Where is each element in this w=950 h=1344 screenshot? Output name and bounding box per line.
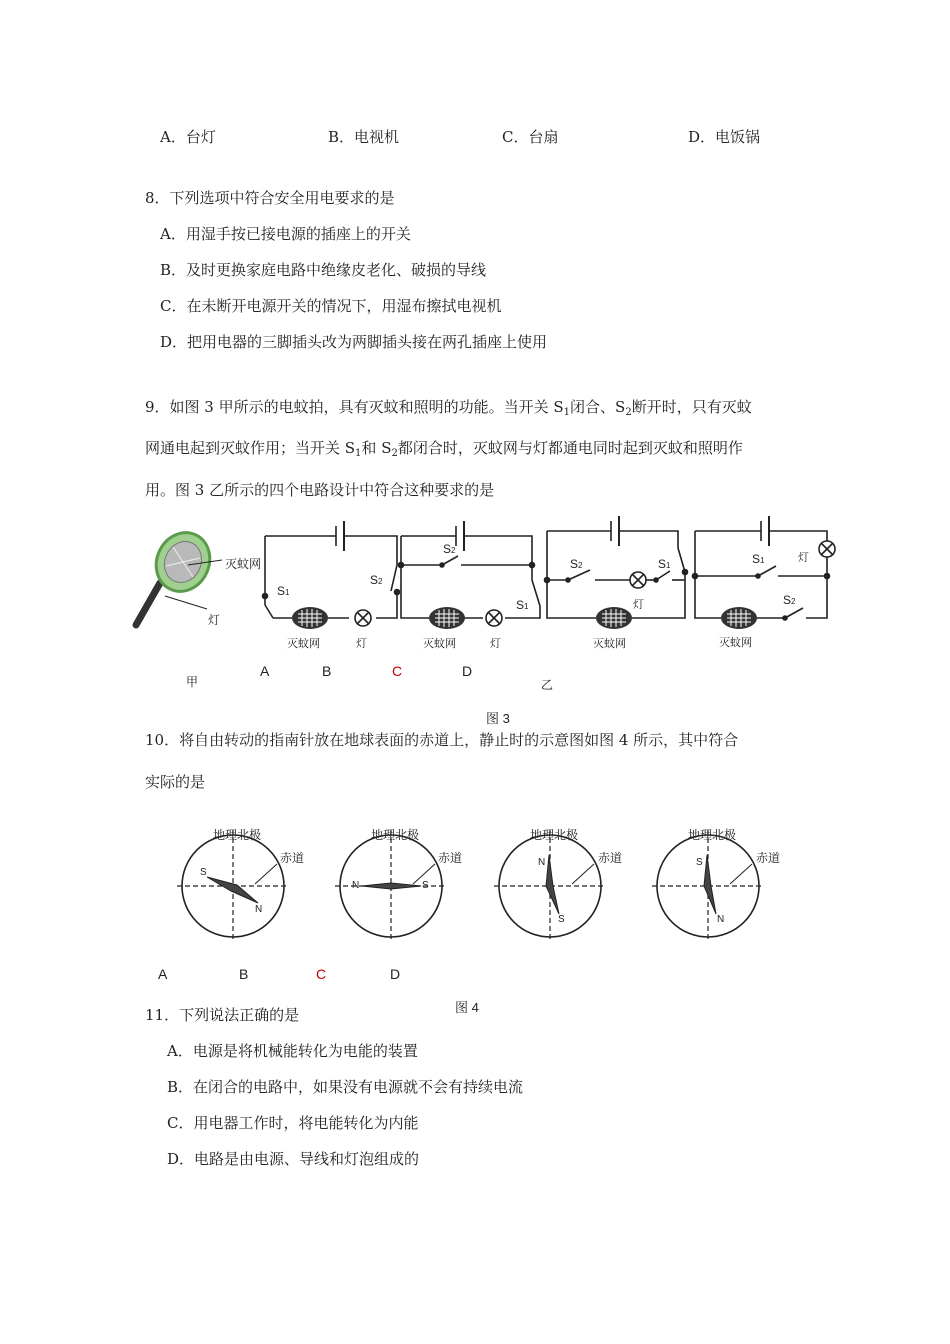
compass-b-n-label: N <box>352 880 360 891</box>
q11-option-d: D．电路是由电源、导线和灯泡组成的 <box>167 1150 420 1168</box>
q7-option-c: C．台扇 <box>502 128 559 146</box>
q8-option-b: B．及时更换家庭电路中绝缘皮老化、破损的导线 <box>160 261 487 279</box>
circuit-d-lamp-label: 灯 <box>798 552 809 564</box>
q11-option-c: C．用电器工作时，将电能转化为内能 <box>167 1114 419 1132</box>
circuit-a-net-label: 灭蚊网 <box>287 638 320 650</box>
compass-b-north-label: 地理北极 <box>371 828 420 842</box>
compass-c-s-label: S <box>558 914 565 925</box>
compass-c-equator-label: 赤道 <box>598 851 623 865</box>
circuit-a-s1-label: S1 <box>277 584 290 598</box>
q10-line-1: 10．将自由转动的指南针放在地球表面的赤道上，静止时的示意图如图 4 所示，其中符合 <box>145 731 739 749</box>
compass-d-s-label: S <box>696 857 703 868</box>
q11-stem: 11．下列说法正确的是 <box>145 1006 300 1024</box>
fig3-letter-c: C <box>392 663 403 679</box>
q9-line-3: 用。图 3 乙所示的四个电路设计中符合这种要求的是 <box>145 481 495 499</box>
circuit-b-lamp-label: 灯 <box>490 638 501 650</box>
q11-option-b: B．在闭合的电路中，如果没有电源就不会有持续电流 <box>167 1078 524 1096</box>
fig4-letter-b: B <box>239 966 249 982</box>
compass-d-north-label: 地理北极 <box>688 828 737 842</box>
circuit-c-s2-label: S2 <box>570 557 583 571</box>
compass-a <box>177 830 289 942</box>
circuit-c-s1-label: S1 <box>658 557 671 571</box>
fig4-caption: 图 4 <box>455 1000 479 1015</box>
circuit-c-net-label: 灭蚊网 <box>593 638 626 650</box>
compass-b-equator-label: 赤道 <box>438 851 463 865</box>
compass-c-n-label: N <box>538 857 546 868</box>
q7-option-d: D．电饭锅 <box>688 128 761 146</box>
circuit-d-s2-label: S2 <box>783 593 796 607</box>
compass-a-s-label: S <box>200 867 207 878</box>
fig3-letter-a: A <box>260 663 270 679</box>
fig3-letter-d: D <box>462 663 473 679</box>
mosquito-racket-icon <box>136 524 222 625</box>
q7-option-a: A．台灯 <box>160 128 216 146</box>
fig4-letter-d: D <box>390 966 401 982</box>
circuit-b-net-label: 灭蚊网 <box>423 638 456 650</box>
racket-net-label: 灭蚊网 <box>225 557 262 571</box>
circuit-a-lamp-label: 灯 <box>356 638 367 650</box>
compass-a-n-label: N <box>255 904 263 915</box>
compass-d <box>652 830 764 942</box>
compass-d-equator-label: 赤道 <box>756 851 781 865</box>
circuit-d <box>695 516 835 618</box>
fig3-caption: 图 3 <box>486 711 510 726</box>
figure-4-compasses <box>177 830 764 942</box>
q8-stem: 8．下列选项中符合安全用电要求的是 <box>145 189 395 207</box>
circuit-c-lamp-label: 灯 <box>633 599 644 611</box>
q8-option-d: D．把用电器的三脚插头改为两脚插头接在两孔插座上使用 <box>160 333 548 351</box>
compass-b-s-label: S <box>422 880 429 891</box>
label-jia: 甲 <box>186 675 199 689</box>
circuit-b-s2-label: S2 <box>443 542 456 556</box>
compass-c <box>494 830 606 942</box>
q9-line-1: 9．如图 3 甲所示的电蚊拍，具有灭蚊和照明的功能。当开关 $S_1$闭合、$S_2$断开时，只有灭蚊 <box>145 398 752 418</box>
compass-a-equator-label: 赤道 <box>280 851 305 865</box>
q7-option-b: B．电视机 <box>328 128 400 146</box>
circuit-d-s1-label: S1 <box>752 552 765 566</box>
compass-d-n-label: N <box>717 914 725 925</box>
compass-c-north-label: 地理北极 <box>530 828 579 842</box>
q10-line-2: 实际的是 <box>145 773 206 791</box>
label-yi: 乙 <box>541 678 554 692</box>
compass-a-north-label: 地理北极 <box>213 828 262 842</box>
circuit-b-s1-label: S1 <box>516 598 529 612</box>
fig4-letter-c: C <box>316 966 327 982</box>
racket-lamp-label: 灯 <box>208 613 221 627</box>
q8-option-a: A．用湿手按已接电源的插座上的开关 <box>160 225 411 243</box>
fig4-letter-a: A <box>158 966 168 982</box>
fig3-letter-b: B <box>322 663 332 679</box>
q11-option-a: A．电源是将机械能转化为电能的装置 <box>167 1042 418 1060</box>
circuit-d-net-label: 灭蚊网 <box>719 637 752 649</box>
q9-line-2: 网通电起到灭蚊作用；当开关 $S_1$和 $S_2$都闭合时，灭蚊网与灯都通电同时起到灭蚊和照明作 <box>145 439 743 459</box>
q8-option-c: C．在未断开电源开关的情况下，用湿布擦拭电视机 <box>160 297 502 315</box>
circuit-a-s2-label: S2 <box>370 573 383 587</box>
